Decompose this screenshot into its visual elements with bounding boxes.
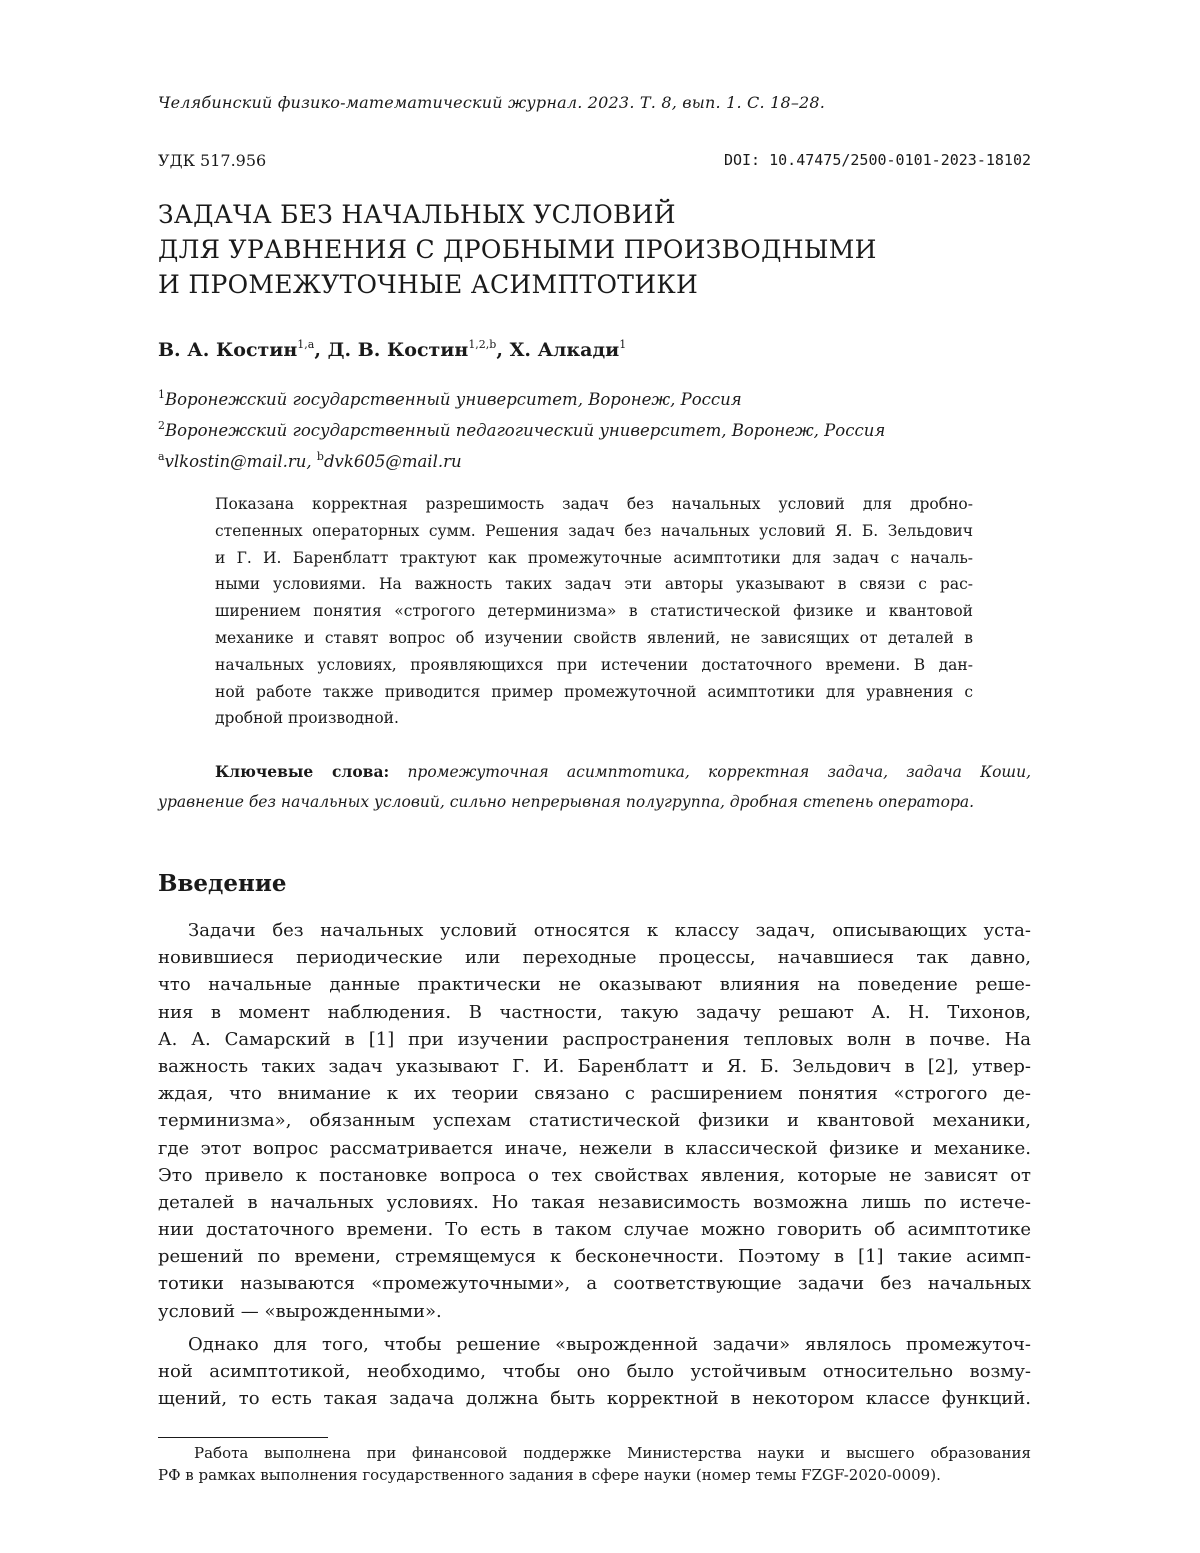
introduction-body — [158, 917, 1031, 1412]
author-name: Д. В. Костин — [327, 339, 469, 361]
author-affiliation-mark: 1,a — [297, 338, 315, 351]
email-mark: a — [158, 450, 165, 463]
title-line: ЗАДАЧА БЕЗ НАЧАЛЬНЫХ УСЛОВИЙ — [158, 200, 676, 229]
abstract — [215, 491, 973, 732]
email-link[interactable]: vlkostin@mail.ru, — [164, 452, 312, 471]
author-affiliation-mark: 1 — [619, 338, 627, 351]
body-line: условий — «вырожденными». — [158, 1300, 442, 1322]
title-line: И ПРОМЕЖУТОЧНЫЕ АСИМПТОТИКИ — [158, 270, 699, 299]
body-line: тотики называются «промежуточными», а соответствующие задачи без начальных — [158, 1273, 1031, 1295]
body-line: ной асимптотикой, необходимо, чтобы оно было устойчивым относительно возму- — [158, 1361, 1031, 1382]
abstract-line: степенных операторных сумм. Решения задач без начальных условий Я. Б. Зельдович — [215, 521, 973, 540]
section-heading: Введение — [158, 870, 287, 897]
affiliation-mark: 2 — [158, 419, 165, 432]
abstract-line: начальных условиях, проявляющихся при истечении достаточного времени. В дан- — [215, 655, 973, 674]
email-mark: b — [316, 450, 324, 463]
body-line: деталей в начальных условиях. Но такая независимость возможна лишь по истече- — [158, 1191, 1031, 1213]
title-line: ДЛЯ УРАВНЕНИЯ С ДРОБНЫМИ ПРОИЗВОДНЫМИ — [158, 235, 877, 264]
body-line: что начальные данные практически не оказывают влияния на поведение реше- — [158, 974, 1031, 996]
body-line: ждая, что внимание к их теории связано с расширением понятия «строгого де- — [158, 1083, 1031, 1105]
body-line: терминизма», обязанным успехам статистической физики и квантовой механики, — [158, 1110, 1031, 1132]
affiliation-text: Воронежский государственный педагогический университет, Воронеж, Россия — [165, 421, 886, 440]
keywords-label: Ключевые слова: — [215, 762, 390, 781]
author-list — [158, 338, 626, 361]
affiliations — [158, 382, 885, 475]
funding-footnote — [158, 1442, 1031, 1486]
keywords-line: уравнение без начальных условий, сильно непрерывная полугруппа, дробная степень оператора. — [158, 793, 975, 811]
abstract-line: дробной производной. — [215, 709, 399, 728]
keywords-text: промежуточная асимптотика, корректная задача, задача Коши, — [407, 763, 1032, 781]
abstract-line: ной работе также приводится пример промежуточной асимптотики для уравнения с — [215, 682, 973, 701]
body-line: нии достаточного времени. То есть в таком случае можно говорить об асимптотике — [158, 1219, 1031, 1241]
body-line: Однако для того, чтобы решение «вырожденной задачи» являлось промежуточ- — [188, 1333, 1031, 1355]
body-line: Это привело к постановке вопроса о тех свойствах явления, которые не зависят от — [158, 1164, 1031, 1186]
udk-code: УДК 517.956 — [158, 151, 267, 170]
footnote-line: Работа выполнена при финансовой поддержке Министерства науки и высшего образования — [194, 1444, 1031, 1462]
body-line: где этот вопрос рассматривается иначе, нежели в классической физике и механике. — [158, 1137, 1031, 1159]
body-line: А. А. Самарский в [1] при изучении распространения тепловых волн в почве. На — [158, 1028, 1031, 1050]
affiliation-item — [158, 382, 885, 413]
abstract-line: Показана корректная разрешимость задач без начальных условий для дробно- — [215, 495, 973, 513]
email-list — [158, 444, 885, 475]
abstract-line: механике и ставят вопрос об изучении свойств явлений, не зависящих от деталей в — [215, 628, 973, 647]
affiliation-mark: 1 — [158, 388, 165, 401]
author-separator: , — [314, 339, 328, 361]
body-line: Задачи без начальных условий относятся к классу задач, описывающих уста- — [188, 920, 1031, 941]
abstract-line: ными условиями. На важность таких задач эти авторы указывают в связи с рас- — [215, 575, 973, 594]
author-affiliation-mark: 1,2,b — [468, 338, 497, 351]
body-line: важность таких задач указывают Г. И. Баренблатт и Я. Б. Зельдович в [2], утвер- — [158, 1055, 1031, 1077]
affiliation-item — [158, 413, 885, 444]
body-line: решений по времени, стремящемуся к бесконечности. Поэтому в [1] такие асимп- — [158, 1246, 1031, 1268]
author-name: Х. Алкади — [509, 339, 620, 361]
journal-citation: Челябинский физико-математический журнал. 2023. Т. 8, вып. 1. С. 18–28. — [158, 93, 826, 112]
doi-link[interactable]: DOI: 10.47475/2500-0101-2023-18102 — [723, 151, 1031, 169]
author-name: В. А. Костин — [158, 339, 298, 361]
keywords — [158, 757, 1031, 817]
keywords-line — [158, 757, 1031, 787]
author-separator: , — [496, 339, 510, 361]
paper-title — [158, 197, 877, 302]
body-line: новившиеся периодические или переходные процессы, начавшиеся так давно, — [158, 947, 1031, 969]
footnote-line: РФ в рамках выполнения государственного задания в сфере науки (номер темы FZGF-2020-0009). — [158, 1466, 941, 1484]
abstract-line: и Г. И. Баренблатт трактуют как промежуточные асимптотики для задач с началь- — [215, 548, 973, 567]
affiliation-text: Воронежский государственный университет, Воронеж, Россия — [165, 390, 742, 409]
body-line: щений, то есть такая задача должна быть корректной в некотором классе функций. — [158, 1388, 1031, 1410]
abstract-line: ширением понятия «строгого детерминизма» в статистической физике и квантовой — [215, 602, 973, 621]
body-line: ния в момент наблюдения. В частности, такую задачу решают А. Н. Тихонов, — [158, 1001, 1031, 1023]
footnote-divider — [158, 1437, 328, 1438]
email-link[interactable]: dvk605@mail.ru — [323, 452, 462, 471]
